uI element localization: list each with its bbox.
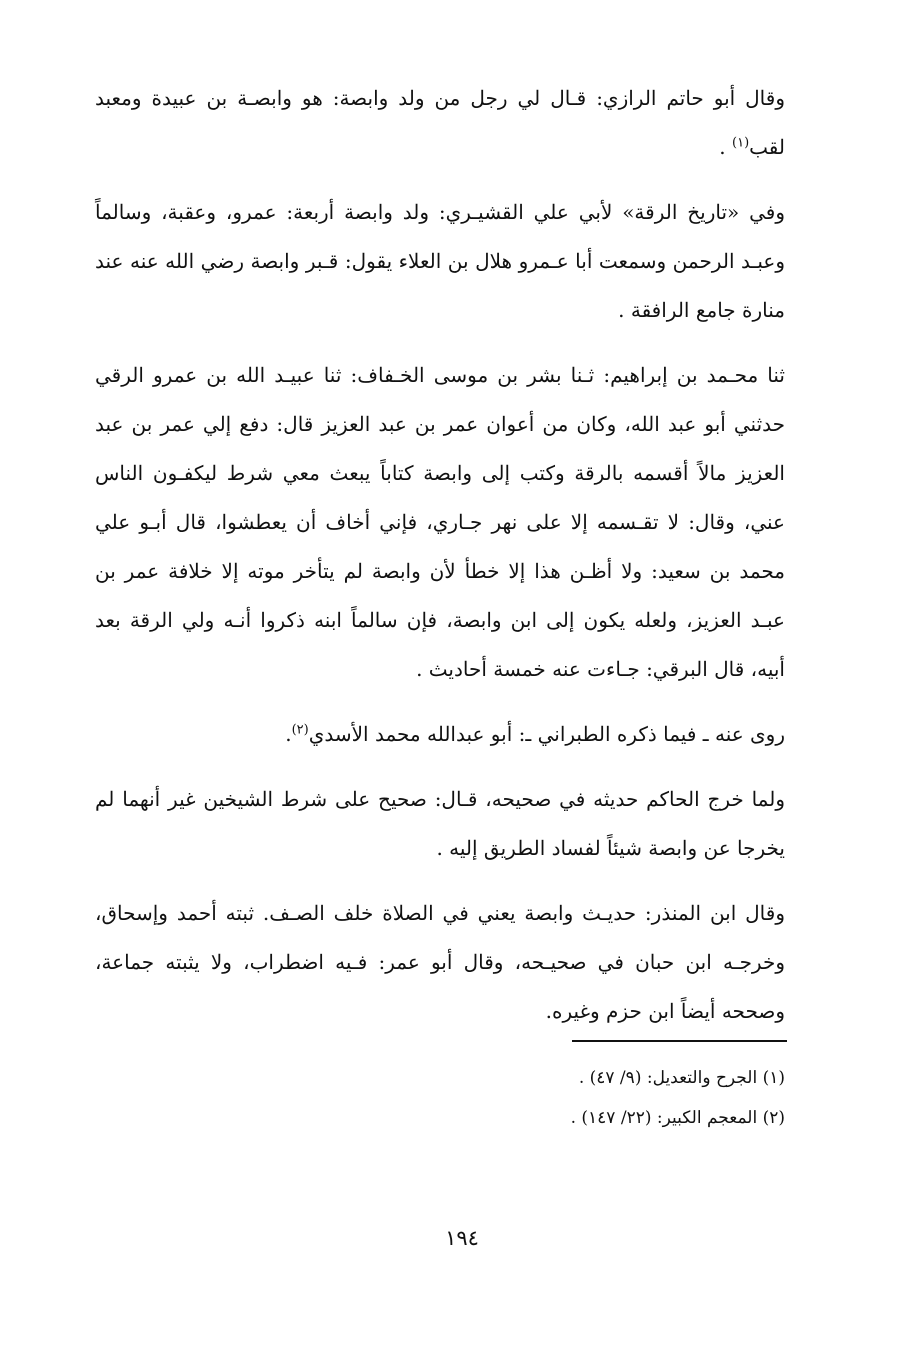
footnote-2: (٢) المعجم الكبير: (٢٢/ ١٤٧) . [570, 1108, 785, 1128]
paragraph-al-hakim [95, 775, 785, 873]
paragraph-ibn-al-mundhir [95, 889, 785, 1036]
paragraph-text: روى عنه ـ فيما ذكره الطبراني ـ: أبو عبدالله محمد الأسدي [308, 722, 785, 746]
paragraph-tarikh-al-raqqa [95, 188, 785, 335]
paragraph-text: وقال ابن المنذر: حديـث وابصة يعني في الصلاة خلف الصـف. ثبته أحمد وإسحاق، وخرجـه ابن حبان في صحيـحه، وقال أبو عمر: فـيه اضطراب، ولا يثبته جماعة، وصححه أيضاً ابن حزم وغيره. [95, 901, 785, 1023]
paragraph-hadith-narration [95, 351, 785, 694]
footnote-divider [572, 1040, 787, 1042]
paragraph-text: وفي «تاريخ الرقة» لأبي علي القشيـري: ولد وابصة أربعة: عمرو، وعقبة، وسالماً وعبـد الرحمن وسمعت أبا عـمرو هلال بن العلاء يقول: قـبر وابصة رضي الله عنه عند منارة جامع الرافقة . [95, 200, 785, 322]
paragraph-tail: . [719, 135, 732, 159]
paragraph-text: ثنا محـمد بن إبراهيم: ثـنا بشر بن موسى الخـفاف: ثنا عبيـد الله بن عمرو الرقي حدثني أبو عبد الله، وكان من أعوان عمر بن عبد العزيز قال: دفع إلي عمر بن عبد العزيز مالاً أقسمه بالرقة وكتب إلى وابصة كتاباً يبعث معي شرط ليكفـون الناس عني، وقال: لا تقـسمه إلا على نهر جـاري، فإني أخاف أن يعطشوا، قال أبـو علي محمد بن سعيد: ولا أظـن هذا إلا خطأ لأن وابصة لم يتأخر موته إلا خلافة عمر بن عبـد العزيز، ولعله يكون إلى ابن وابصة، فإن سالماً ابنه ذكروا أنـه ولي الرقة بعد أبيه، قال البرقي: جـاءت عنه خمسة أحاديث . [95, 363, 785, 681]
page-number: ١٩٤ [445, 1226, 479, 1250]
footnote-marker-2[interactable]: (٢) [291, 722, 309, 738]
footnote-marker-1[interactable]: (١) [732, 135, 750, 151]
paragraph-text: وقال أبو حاتم الرازي: قـال لي رجل من ولد وابصة: هو وابصـة بن عبيدة ومعبد لقب [95, 86, 785, 159]
footnotes [95, 1058, 785, 1138]
paragraph-abu-hatim [95, 74, 785, 172]
main-text [95, 74, 785, 1052]
paragraph-narrators [95, 710, 785, 759]
paragraph-text: ولما خرج الحاكم حديثه في صحيحه، قـال: صحيح على شرط الشيخين غير أنهما لم يخرجا عن وابصة شيئاً لفساد الطريق إليه . [95, 787, 785, 860]
footnote-1: (١) الجرح والتعديل: (٩/ ٤٧) . [578, 1068, 785, 1088]
paragraph-tail: . [285, 722, 292, 746]
